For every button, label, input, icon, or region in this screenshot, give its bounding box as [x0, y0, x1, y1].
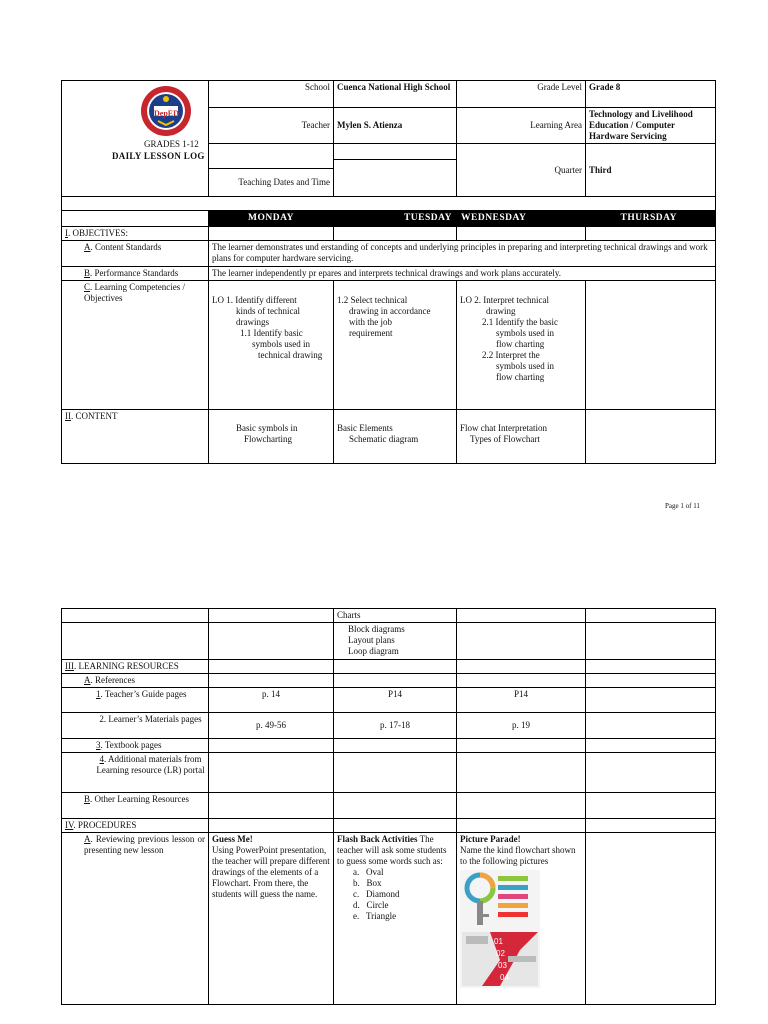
- tuesday-list-item: d. Circle: [353, 900, 389, 910]
- thumb-step-label: 01: [494, 937, 503, 946]
- flowchart-thumbnail-image: [460, 870, 540, 988]
- content-standards-label: A. Content Standards: [62, 241, 209, 267]
- day-header-wednesday: WEDNESDAY: [457, 211, 586, 227]
- tuesday-list-item: a. Oval: [353, 867, 384, 877]
- learning-area-value: Technology and Livelihood Education / Computer Hardware Servicing: [586, 108, 716, 144]
- lesson-log-resources-table: [61, 608, 716, 1005]
- lm-monday: p. 49-56: [209, 713, 334, 739]
- tg-wednesday: P14: [457, 688, 586, 713]
- teaching-dates-label: Teaching Dates and Time: [238, 176, 330, 187]
- learning-area-label: Learning Area: [457, 108, 586, 144]
- learners-materials-label: 2. Learner’s Materials pages: [62, 713, 209, 739]
- learning-competencies-label: C. Learning Competencies / Objectives: [62, 281, 209, 410]
- school-value: Cuenca National High School: [334, 81, 457, 108]
- tuesday-list-item: c. Diamond: [353, 889, 400, 899]
- lesson-log-header-table: [61, 80, 716, 464]
- tuesday-activity-title: Flash Back Activities: [337, 834, 418, 844]
- tuesday-list-item: b. Box: [353, 878, 382, 888]
- content-standards-text: The learner demonstrates und erstanding of concepts and underlying principles in preparing and interpreting technical drawings and work plans for computer hardware servicing.: [209, 241, 716, 267]
- day-header-thursday: THURSDAY: [586, 211, 716, 227]
- header-logo-cell: [62, 81, 209, 197]
- content-monday: Basic symbols in Flowcharting: [209, 410, 334, 464]
- teacher-value: Mylen S. Atienza: [334, 108, 457, 144]
- content-wednesday: Flow chat Interpretation Types of Flowchart: [457, 410, 586, 464]
- tuesday-top-charts: Charts: [334, 609, 457, 623]
- other-resources-label: B. Other Learning Resources: [62, 793, 209, 819]
- page-number: Page 1 of 11: [665, 502, 700, 510]
- competencies-wednesday: LO 2. Interpret technical drawing 2.1 Identify the basic symbols used in flow charting 2.2 Interpret the symbols used in flow charting: [457, 281, 586, 410]
- learning-resources-heading: III. LEARNING RESOURCES: [62, 660, 209, 674]
- tuesday-top-list: Block diagrams Layout plans Loop diagram: [334, 623, 457, 660]
- procedures-heading: IV. PROCEDURES: [62, 819, 209, 833]
- content-heading: II. CONTENT: [62, 410, 209, 464]
- procedure-wednesday: [457, 833, 586, 1005]
- quarter-label: Quarter: [457, 144, 586, 197]
- content-tuesday: Basic Elements Schematic diagram: [334, 410, 457, 464]
- objectives-heading: I. OBJECTIVES:: [62, 227, 209, 241]
- teacher-label: Teacher: [209, 108, 334, 144]
- grades-label: GRADES 1-12: [144, 139, 199, 149]
- reviewing-lesson-label: A. Reviewing previous lesson or presenting new lesson: [62, 833, 209, 1005]
- school-label: School: [209, 81, 334, 108]
- wednesday-activity-title: Picture Parade!: [460, 834, 521, 844]
- competencies-monday: LO 1. Identify different kinds of technical drawings 1.1 Identify basic symbols used in technical drawing: [209, 281, 334, 410]
- logo-text: DepED: [154, 109, 179, 118]
- lm-tuesday: p. 17-18: [334, 713, 457, 739]
- competencies-tuesday: 1.2 Select technical drawing in accordance with the job requirement: [334, 281, 457, 410]
- monday-activity-text: Using PowerPoint presentation, the teacher will prepare different drawings of the elements of a Flowchart. From there, the students will guess the name.: [212, 845, 330, 899]
- textbook-pages-label: 3. Textbook pages: [62, 739, 209, 753]
- procedure-tuesday: [334, 833, 457, 1005]
- grade-level-label: Grade Level: [457, 81, 586, 108]
- thumb-step-label: 04: [500, 973, 509, 982]
- tuesday-list-item: e. Triangle: [353, 911, 397, 921]
- thumb-step-label: 02: [496, 949, 505, 958]
- procedure-monday: [209, 833, 334, 1005]
- lm-wednesday: p. 19: [457, 713, 586, 739]
- day-header-monday: MONDAY: [209, 211, 334, 227]
- performance-standards-label: B. Performance Standards: [62, 267, 209, 281]
- tg-monday: p. 14: [209, 688, 334, 713]
- quarter-value: Third: [586, 144, 716, 197]
- daily-lesson-log-title: DAILY LESSON LOG: [112, 151, 205, 161]
- teachers-guide-label: 1. Teacher’s Guide pages: [62, 688, 209, 713]
- additional-materials-label: 4. Additional materials from Learning resource (LR) portal: [62, 753, 209, 793]
- day-header-tuesday: TUESDAY: [334, 211, 457, 227]
- references-label: A. References: [62, 674, 209, 688]
- wednesday-activity-text: Name the kind flowchart shown to the following pictures: [460, 845, 576, 866]
- thumb-step-label: 03: [498, 961, 507, 970]
- tg-tuesday: P14: [334, 688, 457, 713]
- monday-activity-title: Guess Me!: [212, 834, 253, 844]
- performance-standards-text: The learner independently pr epares and interprets technical drawings and work plans accurately.: [209, 267, 716, 281]
- tuesday-activity-text: The teacher will ask some students to guess some words such as:: [337, 834, 447, 866]
- grade-level-value: Grade 8: [586, 81, 716, 108]
